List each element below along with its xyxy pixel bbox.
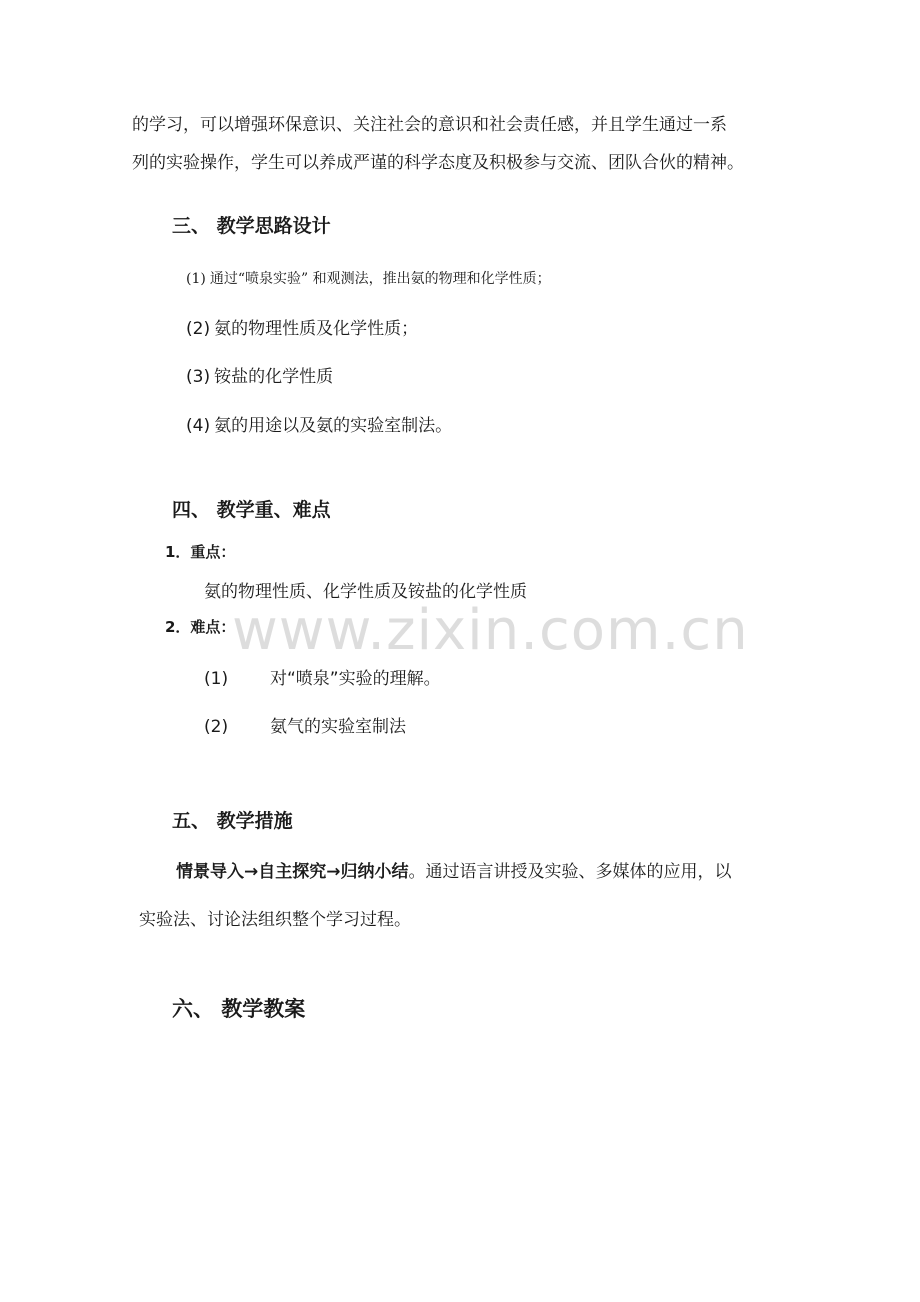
list-item bbox=[186, 411, 452, 436]
section-3-heading: 三、 教学思路设计 bbox=[172, 215, 331, 237]
list-item bbox=[204, 712, 406, 737]
list-item-number: (1) bbox=[204, 669, 229, 689]
list-item-text: 铵盐的化学性质 bbox=[214, 367, 334, 387]
measures-text: 。通过语言讲授及实验、多媒体的应用，以 bbox=[408, 862, 732, 882]
measures-flow: 情景导入→自主探究→归纳小结 bbox=[176, 862, 409, 882]
list-item bbox=[204, 664, 441, 689]
list-item-number: (3) bbox=[186, 367, 211, 387]
list-item-number: (2) bbox=[186, 319, 211, 339]
list-item bbox=[186, 314, 418, 339]
list-item-number: (1) bbox=[186, 271, 206, 287]
list-item-number: (4) bbox=[186, 416, 211, 436]
section-6-heading: 六、 教学教案 bbox=[172, 997, 306, 1021]
list-item-number: (2) bbox=[204, 717, 229, 737]
key-point-label: 1．重点： bbox=[165, 543, 236, 561]
watermark: www.zixin.com.cn bbox=[232, 598, 749, 663]
list-item-text: 氨的用途以及氨的实验室制法。 bbox=[214, 416, 453, 436]
intro-line-1: 的学习，可以增强环保意识、关注社会的意识和社会责任感，并且学生通过一系 bbox=[132, 115, 727, 135]
list-item-text: 氨的物理性质及化学性质； bbox=[214, 319, 419, 339]
measures-line-2: 实验法、讨论法组织整个学习过程。 bbox=[139, 910, 411, 930]
list-item-text: 对“喷泉”实验的理解。 bbox=[270, 669, 441, 689]
measures-line-1 bbox=[176, 857, 732, 882]
intro-line-2: 列的实验操作，学生可以养成严谨的科学态度及积极参与交流、团队合伙的精神。 bbox=[132, 153, 744, 173]
difficulty-label: 2．难点： bbox=[165, 618, 236, 636]
section-5-heading: 五、 教学措施 bbox=[172, 810, 293, 832]
list-item-text: 通过“喷泉实验” 和观测法，推出氨的物理和化学性质； bbox=[209, 271, 551, 287]
key-point-text: 氨的物理性质、化学性质及铵盐的化学性质 bbox=[204, 582, 527, 602]
section-4-heading: 四、 教学重、难点 bbox=[172, 499, 331, 521]
list-item bbox=[186, 268, 551, 288]
list-item-text: 氨气的实验室制法 bbox=[270, 717, 406, 737]
list-item bbox=[186, 362, 333, 387]
